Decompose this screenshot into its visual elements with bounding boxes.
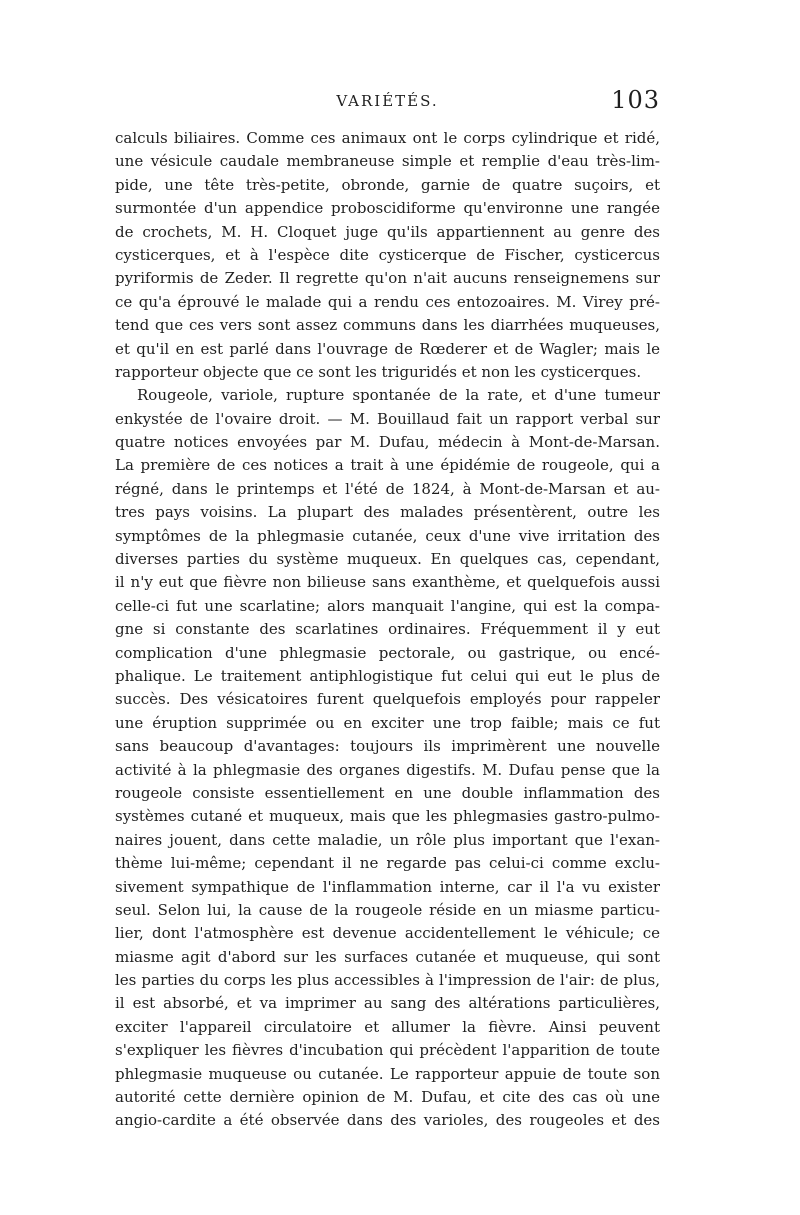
text-line: calculs biliaires. Comme ces animaux ont le corps cylindrique et ridé, xyxy=(115,129,660,147)
text-line: angio-cardite a été observée dans des varioles, des rougeoles et des xyxy=(115,1111,660,1130)
text-line: et qu'il en est parlé dans l'ouvrage de Rœderer et de Wagler; mais le xyxy=(115,339,660,358)
text-line: celle-ci fut une scarlatine; alors manquait l'angine, qui est la compa- xyxy=(115,596,660,615)
text-line: les parties du corps les plus accessibles à l'impression de l'air: de plus, xyxy=(115,971,660,990)
text-line: une vésicule caudale membraneuse simple et remplie d'eau très-lim- xyxy=(115,152,660,171)
text-line: rougeole consiste essentiellement en une double inflammation des xyxy=(115,783,660,802)
page-number: 103 xyxy=(611,86,660,114)
text-line: quatre notices envoyées par M. Dufau, médecin à Mont-de-Marsan. xyxy=(115,433,660,452)
text-line: activité à la phlegmasie des organes digestifs. M. Dufau pense que la xyxy=(115,760,660,779)
text-line: succès. Des vésicatoires furent quelquefois employés pour rappeler xyxy=(115,690,660,709)
text-line: La première de ces notices a trait à une épidémie de rougeole, qui a xyxy=(115,456,660,475)
text-line: régné, dans le printemps et l'été de 1824, à Mont-de-Marsan et au- xyxy=(115,479,660,498)
text-line: exciter l'appareil circulatoire et allumer la fièvre. Ainsi peuvent xyxy=(115,1017,660,1036)
text-line: pyriformis de Zeder. Il regrette qu'on n'ait aucuns renseignemens sur xyxy=(115,269,660,288)
text-line: une éruption supprimée ou en exciter une trop faible; mais ce fut xyxy=(115,713,660,732)
text-line: surmontée d'un appendice proboscidiforme qu'environne une rangée xyxy=(115,199,660,218)
page-header xyxy=(115,86,660,116)
text-line: symptômes de la phlegmasie cutanée, ceux d'une vive irritation des xyxy=(115,526,660,545)
text-line: rapporteur objecte que ce sont les triguridés et non les cysticerques. xyxy=(115,362,642,381)
text-line: miasme agit d'abord sur les surfaces cutanée et muqueuse, qui sont xyxy=(115,947,660,966)
text-line: phlegmasie muqueuse ou cutanée. Le rapporteur appuie de toute son xyxy=(115,1064,660,1083)
text-line: tres pays voisins. La plupart des malades présentèrent, outre les xyxy=(115,503,660,522)
text-line: sans beaucoup d'avantages: toujours ils imprimèrent une nouvelle xyxy=(115,737,660,756)
text-line: naires jouent, dans cette maladie, un rôle plus important que l'exan- xyxy=(115,830,660,849)
text-line: pide, une tête très-petite, obronde, garnie de quatre suçoirs, et xyxy=(115,175,660,194)
text-line: complication d'une phlegmasie pectorale, ou gastrique, ou encé- xyxy=(115,643,660,662)
text-line: systèmes cutané et muqueux, mais que les phlegmasies gastro-pulmo- xyxy=(115,807,660,826)
text-line: seul. Selon lui, la cause de la rougeole réside en un miasme particu- xyxy=(115,900,660,919)
text-line: il est absorbé, et va imprimer au sang des altérations particulières, xyxy=(115,994,660,1013)
text-line: lier, dont l'atmosphère est devenue accidentellement le véhicule; ce xyxy=(115,924,660,943)
text-line: il n'y eut que fièvre non bilieuse sans exanthème, et quelquefois aussi xyxy=(115,573,660,592)
text-line: ce qu'a éprouvé le malade qui a rendu ces entozoaires. M. Virey pré- xyxy=(115,292,660,311)
text-line: phalique. Le traitement antiphlogistique fut celui qui eut le plus de xyxy=(115,666,660,685)
text-line: de crochets, M. H. Cloquet juge qu'ils appartiennent au genre des xyxy=(115,222,660,241)
text-line: s'expliquer les fièvres d'incubation qui précèdent l'apparition de toute xyxy=(115,1041,660,1060)
section-heading-line: Rougeole, variole, rupture spontanée de la rate, et d'une tumeur xyxy=(137,386,660,405)
text-line: cysticerques, et à l'espèce dite cysticerque de Fischer, cysticercus xyxy=(115,245,660,264)
running-title: VARIÉTÉS. xyxy=(336,92,439,110)
text-line: autorité cette dernière opinion de M. Dufau, et cite des cas où une xyxy=(115,1088,660,1107)
text-line: diverses parties du système muqueux. En quelques cas, cependant, xyxy=(115,550,660,569)
text-line: thème lui-même; cependant il ne regarde pas celui-ci comme exclu- xyxy=(115,854,660,873)
body-text xyxy=(115,127,660,1133)
text-line: sivement sympathique de l'inflammation interne, car il l'a vu exister xyxy=(115,877,660,896)
text-line: tend que ces vers sont assez communs dans les diarrhées muqueuses, xyxy=(115,316,660,335)
text-line: gne si constante des scarlatines ordinaires. Fréquemment il y eut xyxy=(115,620,660,639)
text-line: enkystée de l'ovaire droit. — M. Bouillaud fait un rapport verbal sur xyxy=(115,409,660,428)
